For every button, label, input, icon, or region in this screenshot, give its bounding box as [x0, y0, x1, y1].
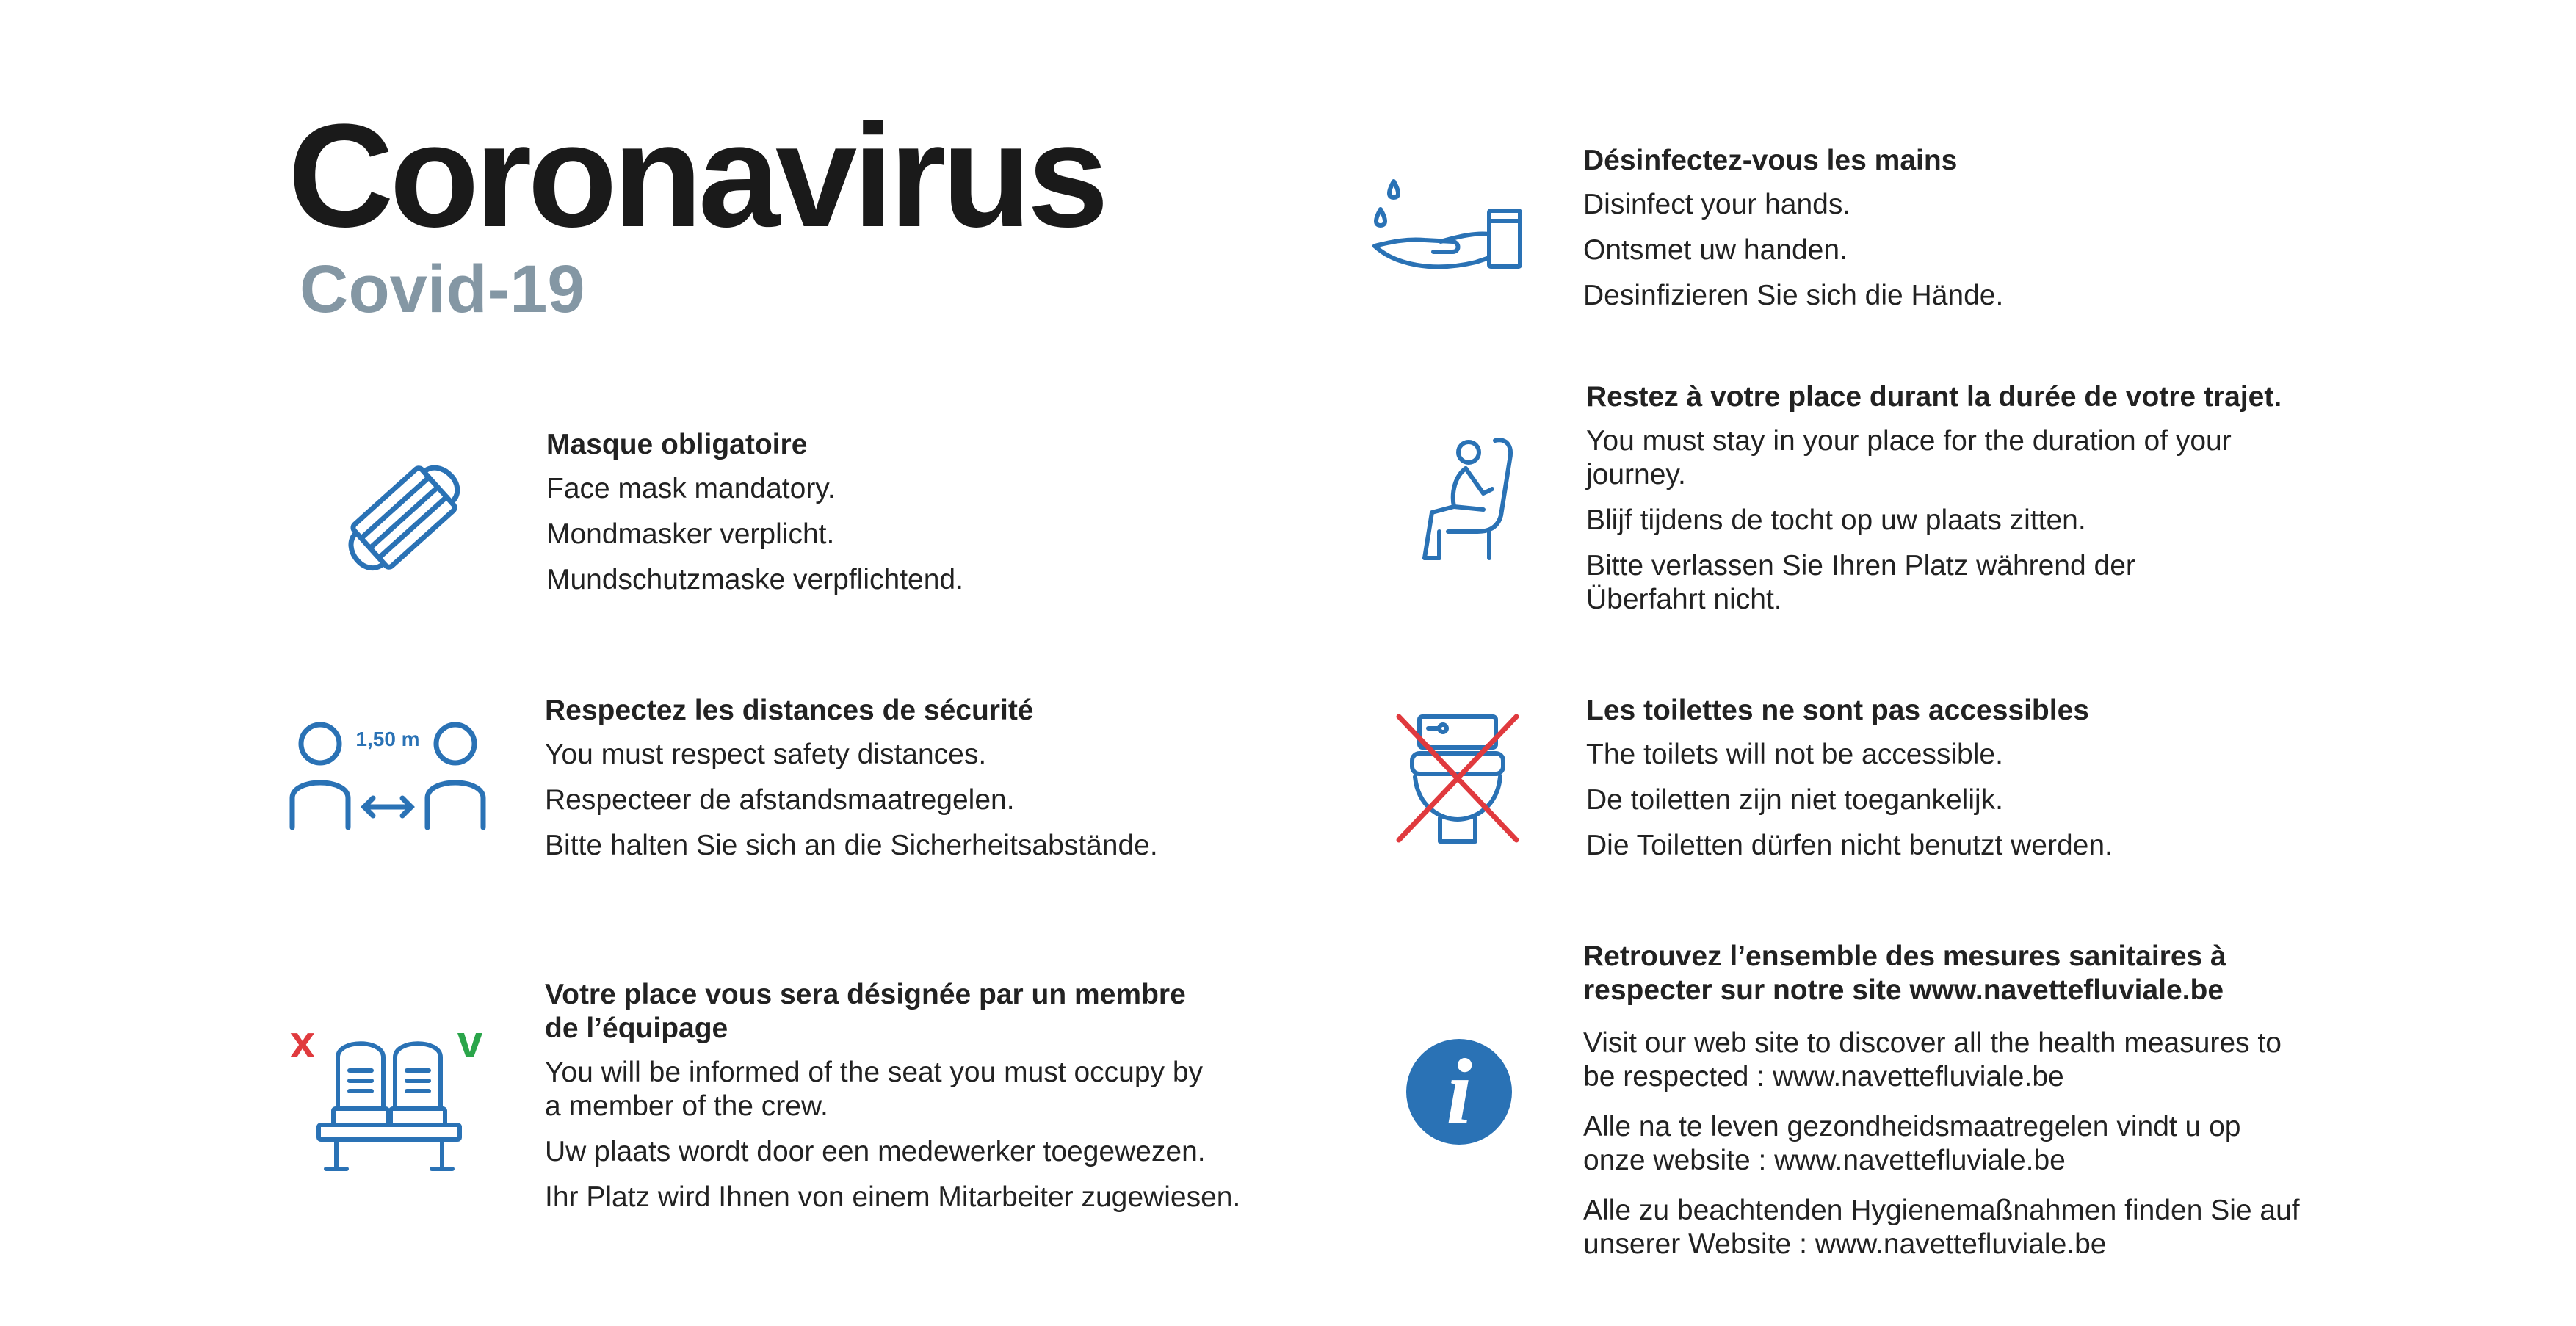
- check-mark: v: [457, 1017, 483, 1068]
- stay-line-de: Bitte verlassen Sie Ihren Platz während der Überfahrt nicht.: [1586, 550, 2135, 615]
- info-line-en: Visit our web site to discover all the health measures to be respected : www.navettefluviale.be: [1583, 1027, 2282, 1093]
- toilets-line-nl: De toiletten zijn niet toegankelijk.: [1586, 784, 2003, 816]
- info-line-de: Alle zu beachtenden Hygienemaßnahmen finden Sie auf unserer Website : www.navettefluviale.be: [1583, 1195, 2300, 1260]
- assigned-seat-icon: [285, 1013, 491, 1178]
- info-icon: [1404, 1037, 1514, 1147]
- hands-text: [1583, 144, 2464, 313]
- face-mask-icon: [330, 444, 477, 591]
- stay-line-nl: Blijf tijdens de tocht op uw plaats zitten.: [1586, 504, 2086, 536]
- social-distance-icon: [285, 716, 491, 833]
- hands-line-de: Desinfizieren Sie sich die Hände.: [1583, 280, 2004, 311]
- distance-heading: Respectez les distances de sécurité: [545, 695, 1034, 726]
- distance-line-en: You must respect safety distances.: [545, 739, 987, 770]
- seat-line-en: You will be informed of the seat you must occupy by a member of the crew.: [545, 1057, 1204, 1122]
- toilets-line-en: The toilets will not be accessible.: [1586, 739, 2003, 770]
- hand-sanitizer-icon: [1366, 165, 1535, 275]
- seat-line-nl: Uw plaats wordt door een medewerker toegewezen.: [545, 1136, 1206, 1167]
- seated-person-icon: [1395, 433, 1527, 565]
- mask-text: [546, 428, 1134, 597]
- mask-line-nl: Mondmasker verplicht.: [546, 518, 835, 550]
- no-toilet-icon: [1392, 711, 1524, 850]
- stay-text: [1586, 380, 2342, 617]
- info-line-nl: Alle na te leven gezondheidsmaatregelen vindt u op onze website : www.navettefluviale.be: [1583, 1111, 2241, 1176]
- hands-heading: Désinfectez-vous les mains: [1583, 145, 1958, 176]
- seat-line-de: Ihr Platz wird Ihnen von einem Mitarbeiter zugewiesen.: [545, 1181, 1241, 1213]
- distance-line-nl: Respecteer de afstandsmaatregelen.: [545, 784, 1015, 816]
- distance-line-de: Bitte halten Sie sich an die Sicherheitsabstände.: [545, 830, 1158, 861]
- hands-line-nl: Ontsmet uw handen.: [1583, 234, 1848, 266]
- page-title: Coronavirus: [288, 94, 1105, 258]
- stay-heading: Restez à votre place durant la durée de votre trajet.: [1586, 381, 2282, 413]
- seat-text: [545, 978, 1301, 1214]
- info-heading: Retrouvez l’ensemble des mesures sanitaires à respecter sur notre site www.navettefluviale.be: [1583, 941, 2226, 1006]
- toilets-heading: Les toilettes ne sont pas accessibles: [1586, 695, 2089, 726]
- page-subtitle: Covid-19: [300, 252, 585, 327]
- hands-line-en: Disinfect your hands.: [1583, 189, 1851, 220]
- mask-heading: Masque obligatoire: [546, 429, 808, 460]
- mask-line-de: Mundschutzmaske verpflichtend.: [546, 564, 963, 595]
- seat-heading: Votre place vous sera désignée par un membre de l’équipage: [545, 979, 1186, 1044]
- mask-line-en: Face mask mandatory.: [546, 473, 836, 504]
- info-glyph: i: [1446, 1040, 1472, 1144]
- toilets-text: [1586, 694, 2394, 863]
- stay-line-en: You must stay in your place for the duration of your journey.: [1586, 425, 2232, 490]
- cross-mark: x: [289, 1017, 316, 1068]
- info-text: [1583, 940, 2318, 1261]
- distance-text: [545, 694, 1206, 863]
- toilets-line-de: Die Toiletten dürfen nicht benutzt werden.: [1586, 830, 2113, 861]
- distance-label: 1,50 m: [355, 728, 420, 750]
